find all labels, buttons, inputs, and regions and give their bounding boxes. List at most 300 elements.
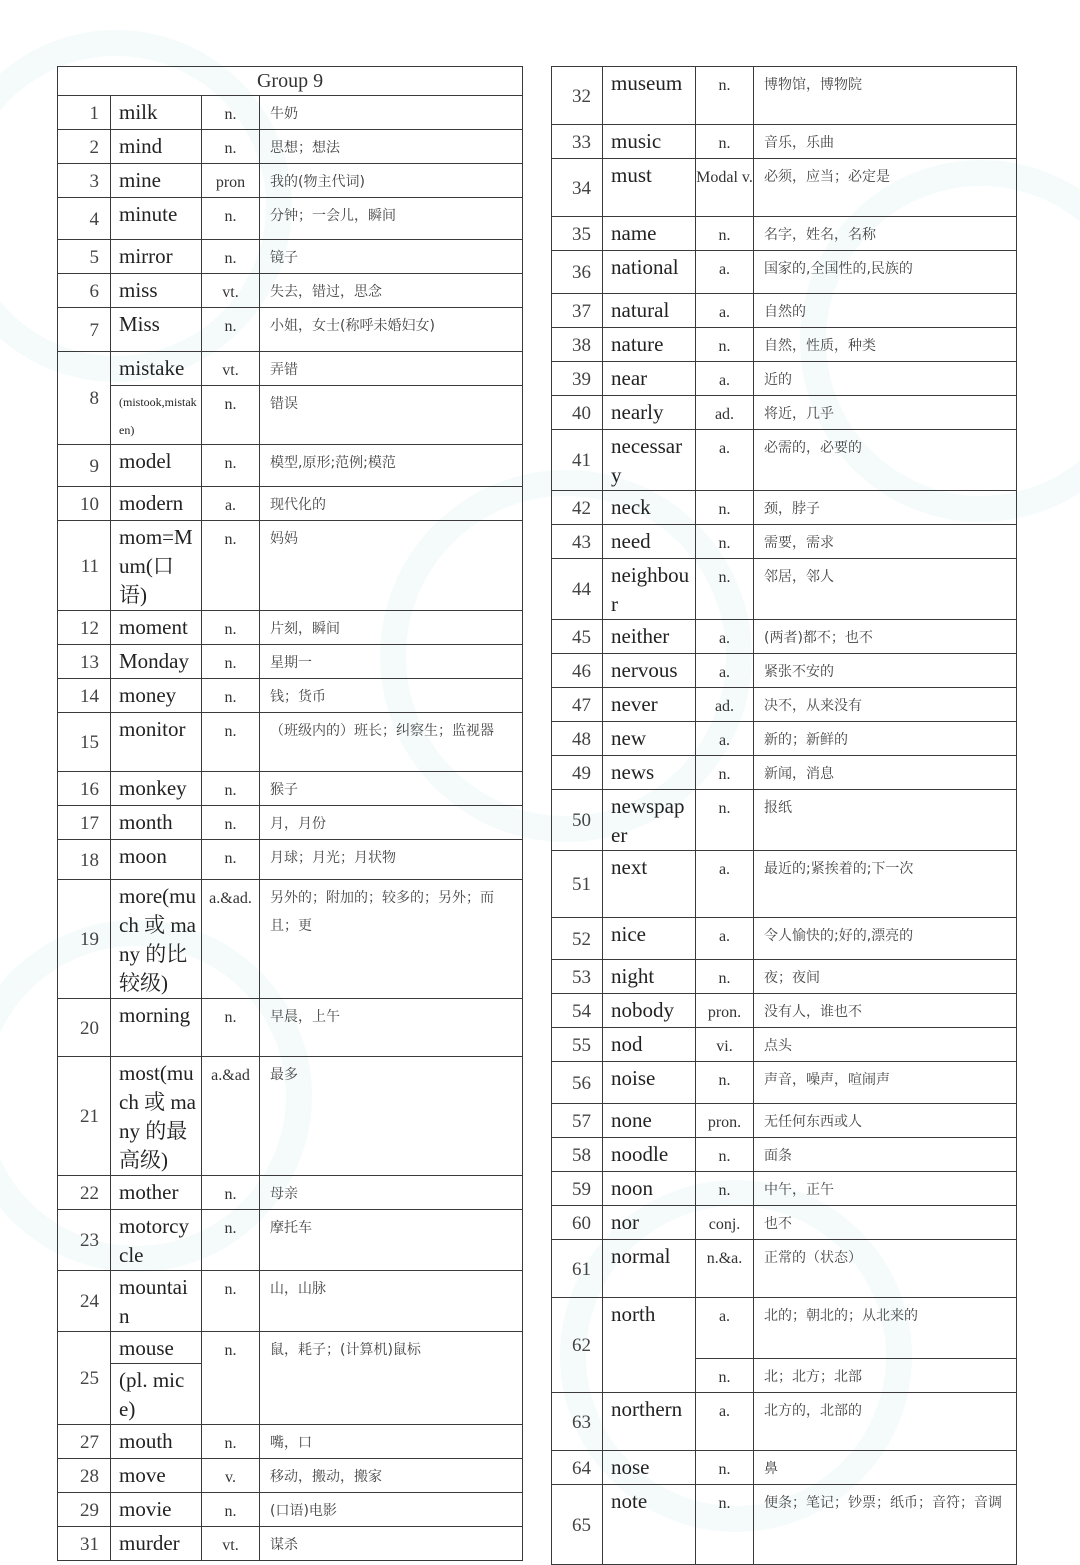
entry-word: nose — [603, 1451, 696, 1485]
entry-number: 7 — [58, 308, 111, 352]
entry-meaning: 月，月份 — [260, 806, 523, 840]
entry-number: 9 — [58, 445, 111, 487]
entry-number: 56 — [552, 1062, 603, 1104]
table-row — [552, 1104, 1017, 1138]
table-row — [552, 790, 1017, 851]
table-row — [58, 840, 523, 880]
entry-meaning: 夜；夜间 — [754, 960, 1017, 994]
entry-word: mirror — [111, 240, 202, 274]
part-of-speech: n. — [202, 130, 260, 164]
entry-number: 4 — [58, 198, 111, 240]
table-row — [552, 1240, 1017, 1298]
table-row — [58, 130, 523, 164]
entry-word: next — [603, 851, 696, 918]
table-row — [58, 274, 523, 308]
entry-meaning: 自然的 — [754, 294, 1017, 328]
entry-number: 57 — [552, 1104, 603, 1138]
table-row — [58, 521, 523, 611]
entry-word: music — [603, 125, 696, 159]
entry-word: neighbour — [603, 559, 696, 620]
part-of-speech: a.&ad — [202, 1057, 260, 1176]
entry-number: 64 — [552, 1451, 603, 1485]
entry-word: mouse — [111, 1332, 202, 1364]
part-of-speech: Modal v. — [696, 159, 754, 217]
entry-word: model — [111, 445, 202, 487]
part-of-speech: n. — [202, 806, 260, 840]
entry-meaning: 嘴，口 — [260, 1425, 523, 1459]
entry-meaning: 星期一 — [260, 645, 523, 679]
entry-word: newspaper — [603, 790, 696, 851]
part-of-speech: n. — [202, 840, 260, 880]
part-of-speech: vt. — [202, 352, 260, 386]
entry-number: 46 — [552, 654, 603, 688]
entry-meaning: 错误 — [260, 386, 523, 445]
entry-word: museum — [603, 67, 696, 125]
table-row — [58, 1057, 523, 1176]
entry-number: 32 — [552, 67, 603, 125]
entry-word: money — [111, 679, 202, 713]
entry-meaning: 中午，正午 — [754, 1172, 1017, 1206]
part-of-speech: n. — [202, 1210, 260, 1271]
table-row — [58, 611, 523, 645]
entry-meaning: 便条；笔记；钞票；纸币；音符；音调 — [754, 1485, 1017, 1565]
entry-meaning: （班级内的）班长；纠察生；监视器 — [260, 713, 523, 772]
entry-meaning: 令人愉快的;好的,漂亮的 — [754, 918, 1017, 960]
entry-word: more(much 或 many 的比较级) — [111, 880, 202, 999]
entry-meaning: 决不，从来没有 — [754, 688, 1017, 722]
part-of-speech: a. — [696, 430, 754, 491]
table-row — [552, 1298, 1017, 1359]
entry-word: month — [111, 806, 202, 840]
entry-word: move — [111, 1459, 202, 1493]
part-of-speech: a. — [696, 851, 754, 918]
table-row — [58, 999, 523, 1057]
entry-number: 18 — [58, 840, 111, 880]
entry-word: northern — [603, 1393, 696, 1451]
table-row — [58, 198, 523, 240]
table-row — [58, 445, 523, 487]
table-row — [552, 722, 1017, 756]
entry-meaning: 月球；月光；月状物 — [260, 840, 523, 880]
entry-number: 31 — [58, 1527, 111, 1561]
entry-number: 12 — [58, 611, 111, 645]
table-row — [552, 67, 1017, 125]
entry-meaning: 谋杀 — [260, 1527, 523, 1561]
entry-word: mouth — [111, 1425, 202, 1459]
table-row — [58, 1271, 523, 1332]
entry-word: nervous — [603, 654, 696, 688]
entry-meaning: 无任何东西或人 — [754, 1104, 1017, 1138]
entry-number: 8 — [58, 352, 111, 445]
entry-word: most(much 或 many 的最高级) — [111, 1057, 202, 1176]
entry-number: 23 — [58, 1210, 111, 1271]
entry-number: 53 — [552, 960, 603, 994]
part-of-speech: n. — [202, 645, 260, 679]
entry-number: 47 — [552, 688, 603, 722]
entry-word: name — [603, 217, 696, 251]
entry-word: near — [603, 362, 696, 396]
table-row — [58, 806, 523, 840]
entry-number: 36 — [552, 251, 603, 294]
entry-meaning: 北的；朝北的；从北来的 — [754, 1298, 1017, 1359]
table-row — [58, 1425, 523, 1459]
table-row — [58, 1459, 523, 1493]
entry-number: 33 — [552, 125, 603, 159]
entry-word: new — [603, 722, 696, 756]
entry-meaning: 需要，需求 — [754, 525, 1017, 559]
group-title-row — [58, 67, 523, 96]
entry-word: movie — [111, 1493, 202, 1527]
table-row — [552, 1062, 1017, 1104]
entry-word: murder — [111, 1527, 202, 1561]
entry-word: (mistook,mistaken) — [111, 386, 202, 445]
entry-number: 19 — [58, 880, 111, 999]
part-of-speech: n. — [202, 1332, 260, 1425]
table-row — [58, 352, 523, 386]
part-of-speech: a. — [696, 654, 754, 688]
table-row — [552, 294, 1017, 328]
part-of-speech: n. — [696, 328, 754, 362]
entry-meaning: 邻居，邻人 — [754, 559, 1017, 620]
entry-word: national — [603, 251, 696, 294]
entry-word: moment — [111, 611, 202, 645]
part-of-speech: n. — [202, 713, 260, 772]
entry-number: 11 — [58, 521, 111, 611]
part-of-speech: n. — [696, 217, 754, 251]
entry-meaning: 国家的,全国性的,民族的 — [754, 251, 1017, 294]
part-of-speech: n. — [696, 559, 754, 620]
table-row — [58, 713, 523, 772]
table-row — [58, 1332, 523, 1364]
table-row — [58, 1210, 523, 1271]
table-row — [552, 362, 1017, 396]
entry-meaning: 点头 — [754, 1028, 1017, 1062]
entry-word: miss — [111, 274, 202, 308]
entry-word: none — [603, 1104, 696, 1138]
entry-number: 61 — [552, 1240, 603, 1298]
entry-word: monitor — [111, 713, 202, 772]
entry-word: milk — [111, 96, 202, 130]
table-row — [552, 559, 1017, 620]
entry-word: Monday — [111, 645, 202, 679]
table-row — [552, 525, 1017, 559]
entry-number: 13 — [58, 645, 111, 679]
entry-meaning: 名字，姓名，名称 — [754, 217, 1017, 251]
entry-number: 6 — [58, 274, 111, 308]
group-title: Group 9 — [58, 67, 523, 96]
entry-word: noodle — [603, 1138, 696, 1172]
entry-meaning: 必须，应当；必定是 — [754, 159, 1017, 217]
entry-number: 5 — [58, 240, 111, 274]
part-of-speech: n.&a. — [696, 1240, 754, 1298]
table-row — [552, 1485, 1017, 1565]
part-of-speech: vi. — [696, 1028, 754, 1062]
part-of-speech: n. — [202, 1493, 260, 1527]
entry-meaning: 镜子 — [260, 240, 523, 274]
entry-meaning: 钱；货币 — [260, 679, 523, 713]
entry-meaning: 另外的；附加的；较多的；另外；而且；更 — [260, 880, 523, 999]
entry-number: 50 — [552, 790, 603, 851]
table-row — [58, 308, 523, 352]
entry-meaning: 摩托车 — [260, 1210, 523, 1271]
entry-number: 25 — [58, 1332, 111, 1425]
table-row — [58, 772, 523, 806]
entry-word: mistake — [111, 352, 202, 386]
entry-meaning: 母亲 — [260, 1176, 523, 1210]
part-of-speech: n. — [202, 240, 260, 274]
part-of-speech: ad. — [696, 688, 754, 722]
part-of-speech: n. — [696, 790, 754, 851]
table-row — [552, 159, 1017, 217]
entry-word: (pl. mice) — [111, 1364, 202, 1425]
table-row — [58, 386, 523, 445]
entry-word: normal — [603, 1240, 696, 1298]
entry-number: 40 — [552, 396, 603, 430]
part-of-speech: n. — [202, 96, 260, 130]
part-of-speech: a. — [696, 1298, 754, 1359]
entry-number: 2 — [58, 130, 111, 164]
entry-number: 62 — [552, 1298, 603, 1393]
part-of-speech: pron. — [696, 994, 754, 1028]
entry-word: noon — [603, 1172, 696, 1206]
entry-meaning: 分钟；一会儿，瞬间 — [260, 198, 523, 240]
entry-meaning: 博物馆，博物院 — [754, 67, 1017, 125]
part-of-speech: n. — [696, 1138, 754, 1172]
entry-number: 27 — [58, 1425, 111, 1459]
entry-meaning: 牛奶 — [260, 96, 523, 130]
entry-number: 21 — [58, 1057, 111, 1176]
part-of-speech: n. — [202, 1176, 260, 1210]
entry-meaning: 山，山脉 — [260, 1271, 523, 1332]
part-of-speech: v. — [202, 1459, 260, 1493]
entry-word: modern — [111, 487, 202, 521]
entry-meaning: 面条 — [754, 1138, 1017, 1172]
part-of-speech: n. — [202, 1425, 260, 1459]
entry-number: 14 — [58, 679, 111, 713]
entry-meaning: 颈，脖子 — [754, 491, 1017, 525]
entry-meaning: 音乐，乐曲 — [754, 125, 1017, 159]
entry-word: nobody — [603, 994, 696, 1028]
entry-meaning: 我的(物主代词) — [260, 164, 523, 198]
table-row — [552, 430, 1017, 491]
table-row — [58, 164, 523, 198]
entry-number: 15 — [58, 713, 111, 772]
entry-word: noise — [603, 1062, 696, 1104]
table-row — [58, 880, 523, 999]
entry-number: 16 — [58, 772, 111, 806]
part-of-speech: n. — [696, 1451, 754, 1485]
entry-meaning: 也不 — [754, 1206, 1017, 1240]
entry-meaning: 妈妈 — [260, 521, 523, 611]
part-of-speech: n. — [202, 999, 260, 1057]
part-of-speech: n. — [696, 67, 754, 125]
entry-meaning: 紧张不安的 — [754, 654, 1017, 688]
table-row — [58, 1527, 523, 1561]
entry-word: morning — [111, 999, 202, 1057]
table-row — [552, 960, 1017, 994]
entry-meaning: 小姐，女士(称呼未婚妇女) — [260, 308, 523, 352]
entry-number: 29 — [58, 1493, 111, 1527]
table-row — [58, 645, 523, 679]
part-of-speech: n. — [202, 679, 260, 713]
entry-word: mother — [111, 1176, 202, 1210]
entry-word: mom=Mum(口语) — [111, 521, 202, 611]
entry-number: 42 — [552, 491, 603, 525]
part-of-speech: a. — [696, 918, 754, 960]
part-of-speech: a. — [202, 487, 260, 521]
table-row — [552, 251, 1017, 294]
entry-word: nature — [603, 328, 696, 362]
part-of-speech: a. — [696, 251, 754, 294]
entry-number: 52 — [552, 918, 603, 960]
table-row — [552, 217, 1017, 251]
entry-meaning: 现代化的 — [260, 487, 523, 521]
table-row — [58, 679, 523, 713]
entry-word: nearly — [603, 396, 696, 430]
part-of-speech: a. — [696, 1393, 754, 1451]
entry-meaning: 近的 — [754, 362, 1017, 396]
entry-word: neither — [603, 620, 696, 654]
entry-number: 58 — [552, 1138, 603, 1172]
entry-meaning: 必需的，必要的 — [754, 430, 1017, 491]
entry-meaning: 弄错 — [260, 352, 523, 386]
table-row — [58, 487, 523, 521]
part-of-speech: a. — [696, 294, 754, 328]
entry-word: neck — [603, 491, 696, 525]
entry-word: news — [603, 756, 696, 790]
entry-meaning: 早晨，上午 — [260, 999, 523, 1057]
table-row — [552, 125, 1017, 159]
entry-number: 10 — [58, 487, 111, 521]
entry-meaning: 将近，几乎 — [754, 396, 1017, 430]
table-row — [552, 756, 1017, 790]
entry-number: 51 — [552, 851, 603, 918]
entry-word: mine — [111, 164, 202, 198]
table-row — [552, 1393, 1017, 1451]
entry-meaning: 思想；想法 — [260, 130, 523, 164]
part-of-speech: n. — [696, 960, 754, 994]
entry-number: 39 — [552, 362, 603, 396]
table-row — [58, 1493, 523, 1527]
part-of-speech: n. — [696, 525, 754, 559]
entry-number: 44 — [552, 559, 603, 620]
entry-meaning: 最多 — [260, 1057, 523, 1176]
entry-meaning: 北；北方；北部 — [754, 1359, 1017, 1393]
entry-number: 59 — [552, 1172, 603, 1206]
entry-number: 37 — [552, 294, 603, 328]
table-row — [552, 654, 1017, 688]
part-of-speech: pron. — [696, 1104, 754, 1138]
part-of-speech: n. — [202, 386, 260, 445]
part-of-speech: n. — [202, 772, 260, 806]
entry-number: 43 — [552, 525, 603, 559]
entry-meaning: 模型,原形;范例;模范 — [260, 445, 523, 487]
table-row — [552, 328, 1017, 362]
part-of-speech: pron — [202, 164, 260, 198]
vocab-table-right — [551, 66, 1017, 1565]
entry-meaning: 失去，错过，思念 — [260, 274, 523, 308]
entry-word: north — [603, 1298, 696, 1393]
part-of-speech: n. — [202, 1271, 260, 1332]
part-of-speech: n. — [202, 445, 260, 487]
entry-meaning: 正常的（状态） — [754, 1240, 1017, 1298]
entry-word: must — [603, 159, 696, 217]
entry-word: nor — [603, 1206, 696, 1240]
table-row — [58, 240, 523, 274]
entry-number: 60 — [552, 1206, 603, 1240]
entry-word: motorcycle — [111, 1210, 202, 1271]
entry-meaning: (两者)都不；也不 — [754, 620, 1017, 654]
table-row — [552, 1206, 1017, 1240]
entry-word: Miss — [111, 308, 202, 352]
entry-meaning: 自然，性质，种类 — [754, 328, 1017, 362]
entry-number: 24 — [58, 1271, 111, 1332]
entry-word: night — [603, 960, 696, 994]
table-row — [552, 620, 1017, 654]
table-row — [552, 918, 1017, 960]
entry-word: monkey — [111, 772, 202, 806]
part-of-speech: conj. — [696, 1206, 754, 1240]
entry-meaning: 北方的，北部的 — [754, 1393, 1017, 1451]
entry-meaning: 鼻 — [754, 1451, 1017, 1485]
entry-meaning: 声音，噪声，喧闹声 — [754, 1062, 1017, 1104]
entry-number: 17 — [58, 806, 111, 840]
entry-word: never — [603, 688, 696, 722]
entry-number: 45 — [552, 620, 603, 654]
entry-meaning: 最近的;紧挨着的;下一次 — [754, 851, 1017, 918]
entry-number: 34 — [552, 159, 603, 217]
part-of-speech: n. — [696, 491, 754, 525]
entry-number: 55 — [552, 1028, 603, 1062]
entry-number: 48 — [552, 722, 603, 756]
entry-number: 28 — [58, 1459, 111, 1493]
part-of-speech: vt. — [202, 1527, 260, 1561]
entry-number: 65 — [552, 1485, 603, 1565]
part-of-speech: n. — [696, 1172, 754, 1206]
table-row — [58, 96, 523, 130]
entry-meaning: 新的；新鲜的 — [754, 722, 1017, 756]
part-of-speech: n. — [696, 125, 754, 159]
entry-meaning: 猴子 — [260, 772, 523, 806]
entry-number: 22 — [58, 1176, 111, 1210]
part-of-speech: a. — [696, 620, 754, 654]
table-row — [552, 396, 1017, 430]
entry-word: nod — [603, 1028, 696, 1062]
entry-meaning: 片刻，瞬间 — [260, 611, 523, 645]
entry-number: 41 — [552, 430, 603, 491]
entry-word: need — [603, 525, 696, 559]
part-of-speech: n. — [696, 1062, 754, 1104]
entry-meaning: (口语)电影 — [260, 1493, 523, 1527]
entry-word: note — [603, 1485, 696, 1565]
entry-number: 38 — [552, 328, 603, 362]
table-row — [552, 1172, 1017, 1206]
part-of-speech: vt. — [202, 274, 260, 308]
table-row — [552, 851, 1017, 918]
table-row — [552, 688, 1017, 722]
table-row — [552, 994, 1017, 1028]
entry-word: necessary — [603, 430, 696, 491]
entry-meaning: 移动，搬动，搬家 — [260, 1459, 523, 1493]
part-of-speech: n. — [202, 198, 260, 240]
part-of-speech: n. — [202, 521, 260, 611]
entry-number: 3 — [58, 164, 111, 198]
entry-word: natural — [603, 294, 696, 328]
part-of-speech: n. — [696, 1485, 754, 1565]
entry-word: moon — [111, 840, 202, 880]
table-row — [552, 491, 1017, 525]
entry-meaning: 新闻，消息 — [754, 756, 1017, 790]
